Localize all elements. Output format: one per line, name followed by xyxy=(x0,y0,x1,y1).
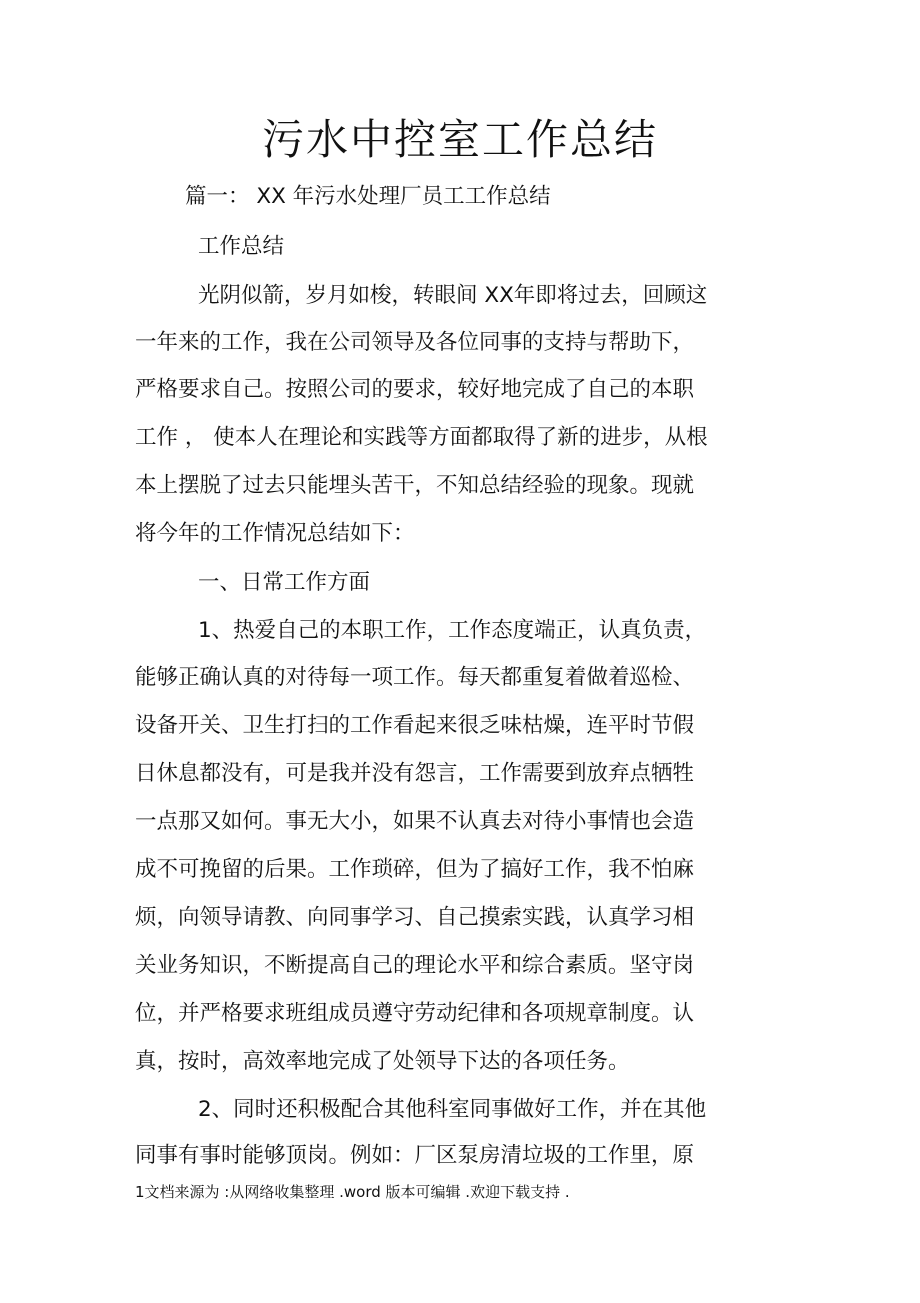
paragraph-line: 烦，向领导请教、向同事学习、自己摸索实践，认真学习相 xyxy=(135,905,695,930)
paragraph-line: 1、热爱自己的本职工作，工作态度端正，认真负责， xyxy=(198,618,707,643)
paragraph-line: 严格要求自己。按照公司的要求，较好地完成了自己的本职 xyxy=(135,377,695,402)
paragraph-line: 设备开关、卫生打扫的工作看起来很乏味枯燥，连平时节假 xyxy=(135,713,695,738)
paragraph-line: 日休息都没有，可是我并没有怨言，工作需要到放弃点牺牲 xyxy=(135,761,695,786)
page-footer: 1文档来源为 :从网络收集整理 .word 版本可编辑 .欢迎下载支持 . xyxy=(135,1183,570,1201)
paragraph-line: 真，按时，高效率地完成了处领导下达的各项任务。 xyxy=(135,1049,630,1074)
paragraph-line: 2、同时还积极配合其他科室同事做好工作，并在其他 xyxy=(198,1097,707,1122)
paragraph-line: 成不可挽留的后果。工作琐碎，但为了搞好工作，我不怕麻 xyxy=(135,857,695,882)
paragraph-line: 能够正确认真的对待每一项工作。每天都重复着做着巡检、 xyxy=(135,665,695,690)
paragraph-line: 本上摆脱了过去只能埋头苦干，不知总结经验的现象。现就 xyxy=(135,473,695,498)
paragraph-line: 一年来的工作，我在公司领导及各位同事的支持与帮助下， xyxy=(135,330,695,355)
paragraph-line: 位，并严格要求班组成员遵守劳动纪律和各项规章制度。认 xyxy=(135,1001,695,1026)
paragraph-line: 同事有事时能够顶岗。例如：厂区泵房清垃圾的工作里，原 xyxy=(135,1143,695,1168)
paragraph-line: 一点那又如何。事无大小，如果不认真去对待小事情也会造 xyxy=(135,809,695,834)
paragraph-line: 将今年的工作情况总结如下： xyxy=(135,521,415,546)
section-heading: 一、日常工作方面 xyxy=(198,570,371,595)
paragraph-line: 关业务知识，不断提高自己的理论水平和综合素质。坚守岗 xyxy=(135,953,695,978)
document-title: 污水中控室工作总结 xyxy=(261,115,658,164)
paragraph-line: 光阴似箭，岁月如梭，转眼间 XX年即将过去，回顾这 xyxy=(198,283,708,308)
section-label: 工作总结 xyxy=(198,234,285,259)
subtitle: 篇一： XX 年污水处理厂员工工作总结 xyxy=(185,184,551,209)
paragraph-line: 工作 ， 使本人在理论和实践等方面都取得了新的进步，从根 xyxy=(135,425,708,450)
